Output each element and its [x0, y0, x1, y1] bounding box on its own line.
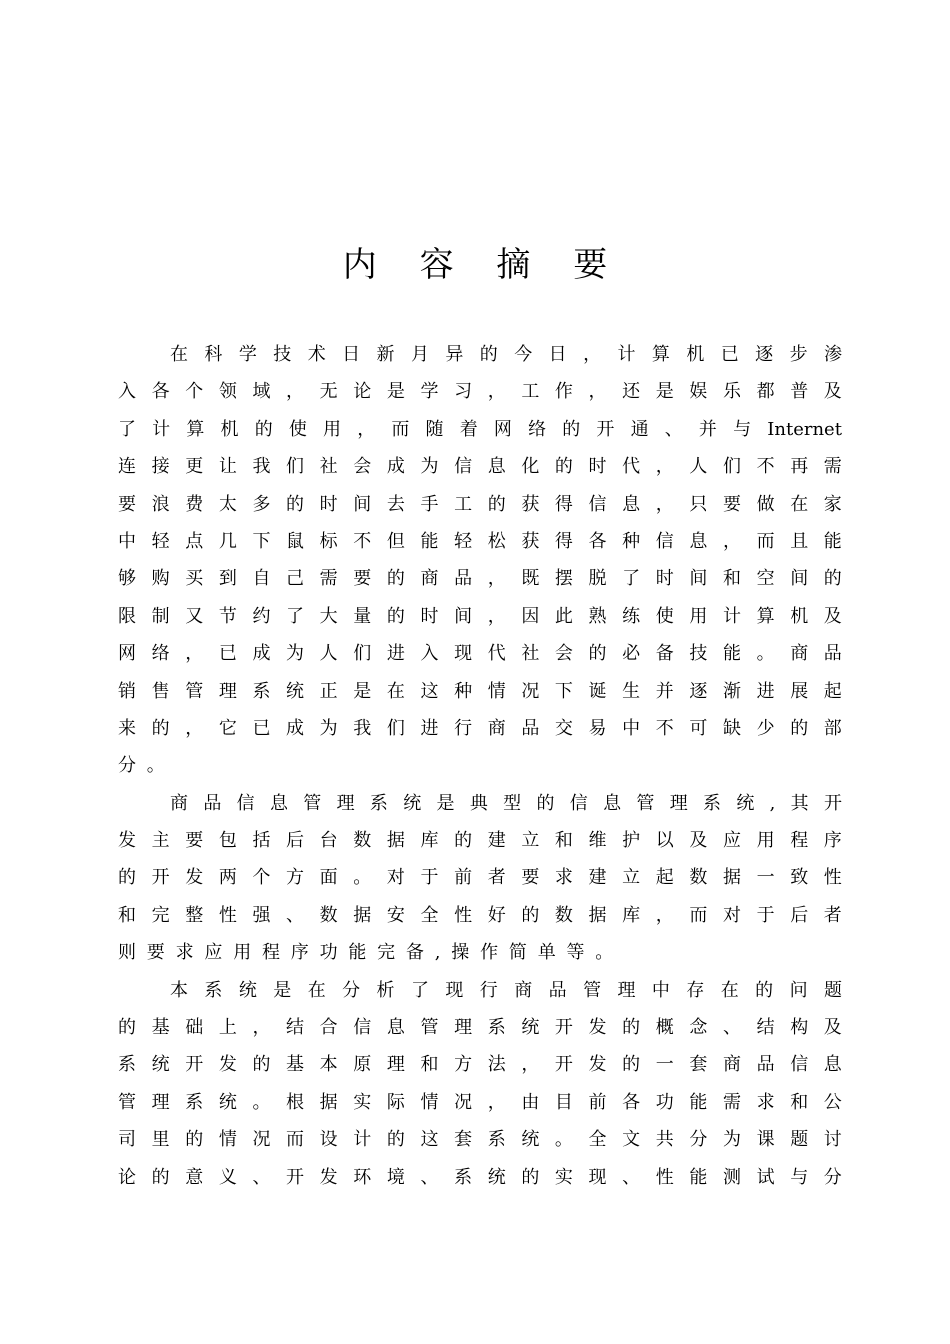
text-line: 司 里 的 情 况 而 设 计 的 这 套 系 统 。 全 文 共 分 为 课 题 讨: [118, 1129, 842, 1151]
paragraph-1: [118, 336, 842, 785]
text-line: 够 购 买 到 自 己 需 要 的 商 品 ， 既 摆 脱 了 时 间 和 空 间 的: [118, 568, 842, 590]
text-line: 入 各 个 领 域 ， 无 论 是 学 习 ， 工 作 ， 还 是 娱 乐 都 普 及: [118, 381, 842, 403]
text-line: 和 完 整 性 强 、 数 据 安 全 性 好 的 数 据 库 ， 而 对 于 后 者: [118, 904, 842, 926]
text-line: 分 。: [118, 755, 165, 777]
paragraph-2: [118, 785, 842, 972]
text-line: 的 开 发 两 个 方 面 。 对 于 前 者 要 求 建 立 起 数 据 一 致 性: [118, 867, 842, 889]
text-line: 管 理 系 统 。 根 据 实 际 情 况 ， 由 目 前 各 功 能 需 求 和 公: [118, 1091, 842, 1113]
text-line: 了 计 算 机 的 使 用 ， 而 随 着 网 络 的 开 通 、 并 与 Internet: [118, 418, 842, 440]
text-line: 则 要 求 应 用 程 序 功 能 完 备 , 操 作 简 单 等 。: [118, 942, 614, 964]
text-line: 本 系 统 是 在 分 析 了 现 行 商 品 管 理 中 存 在 的 问 题: [170, 979, 842, 1001]
paragraph-3: [118, 972, 842, 1196]
text-line: 系 统 开 发 的 基 本 原 理 和 方 法 ， 开 发 的 一 套 商 品 信 息: [118, 1054, 842, 1076]
text-line: 商 品 信 息 管 理 系 统 是 典 型 的 信 息 管 理 系 统 , 其 开: [170, 792, 842, 814]
text-line: 网 络 ， 已 成 为 人 们 进 入 现 代 社 会 的 必 备 技 能 。 商 品: [118, 643, 842, 665]
page-title: 内 容 摘 要: [342, 245, 624, 285]
text-line: 销 售 管 理 系 统 正 是 在 这 种 情 况 下 诞 生 并 逐 渐 进 展 起: [118, 680, 842, 702]
text-line: 来 的 ， 它 已 成 为 我 们 进 行 商 品 交 易 中 不 可 缺 少 的 部: [118, 717, 842, 739]
abstract-body: [118, 336, 842, 1196]
text-line: 限 制 又 节 约 了 大 量 的 时 间 ， 因 此 熟 练 使 用 计 算 机 及: [118, 605, 842, 627]
text-line: 论 的 意 义 、 开 发 环 境 、 系 统 的 实 现 、 性 能 测 试 与 分: [118, 1166, 842, 1188]
text-line: 发 主 要 包 括 后 台 数 据 库 的 建 立 和 维 护 以 及 应 用 程 序: [118, 830, 842, 852]
text-line: 中 轻 点 几 下 鼠 标 不 但 能 轻 松 获 得 各 种 信 息 ， 而 且 能: [118, 530, 842, 552]
text-line: 的 基 础 上 ， 结 合 信 息 管 理 系 统 开 发 的 概 念 、 结 构 及: [118, 1017, 842, 1039]
text-line: 连 接 更 让 我 们 社 会 成 为 信 息 化 的 时 代 ， 人 们 不 再 需: [118, 456, 842, 478]
text-line: 要 浪 费 太 多 的 时 间 去 手 工 的 获 得 信 息 ， 只 要 做 在 家: [118, 493, 842, 515]
text-line: 在 科 学 技 术 日 新 月 异 的 今 日 ， 计 算 机 已 逐 步 渗: [170, 344, 842, 365]
